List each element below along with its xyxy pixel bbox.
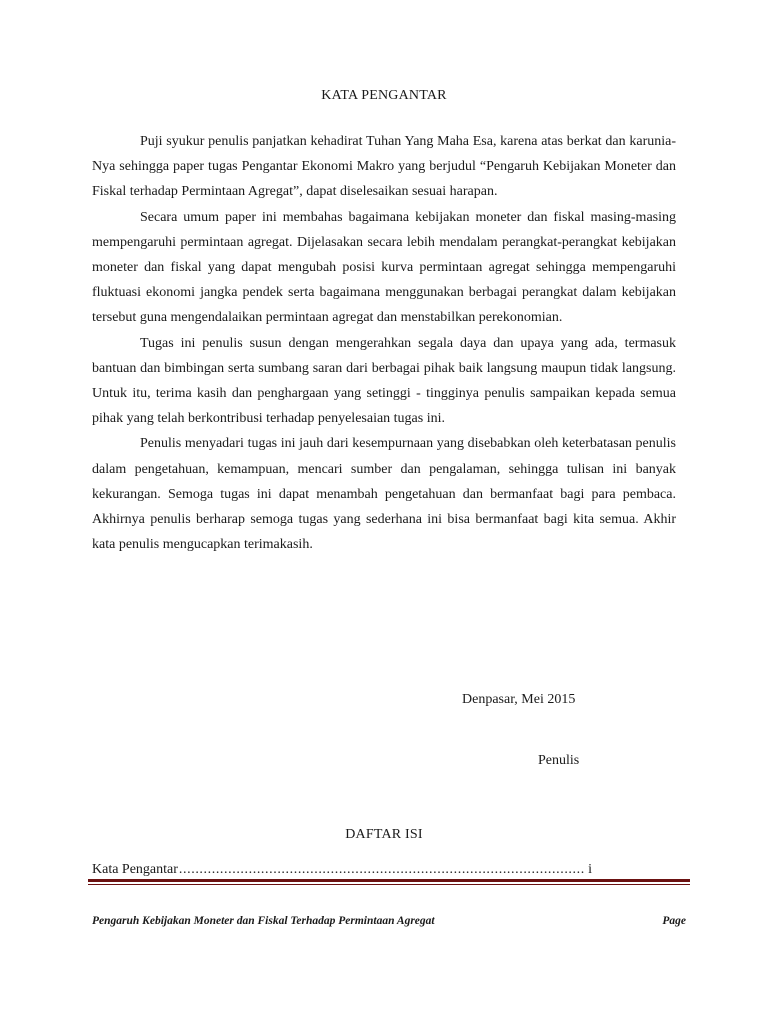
- footer-rule: [88, 879, 690, 882]
- author-signature: Penulis: [538, 753, 580, 768]
- paragraph-2: Secara umum paper ini membahas bagaimana kebijakan moneter dan fiskal masing-masing mempengaruhi permintaan agregat. Dijelasakan secara lebih mendalam perangkat-perangkat kebijakan moneter dan fiskal yang dapat mengubah posisi kurva permintaan agregat sehingga mempengaruhi fluktuasi ekonomi jangka pendek serta bagaimana menggunakan berbagai perangkat dalam kebijakan tersebut guna mengendalaikan permintaan agregat dan menstabilkan perekonomian.: [92, 209, 676, 326]
- toc-entry-label: Kata Pengantar: [92, 862, 178, 877]
- toc-entry[interactable]: [92, 862, 592, 878]
- paragraph-1: Puji syukur penulis panjatkan kehadirat Tuhan Yang Maha Esa, karena atas berkat dan karunia-Nya sehingga paper tugas Pengantar Ekonomi Makro yang berjudul “Pengaruh Kebijakan Moneter dan Fiskal terhadap Permintaan Agregat”, dapat diselesaikan sesuai harapan.: [92, 134, 676, 200]
- paragraph-4: Penulis menyadari tugas ini jauh dari kesempurnaan yang disebabkan oleh keterbatasan penulis dalam pengetahuan, kemampuan, mencari sumber dan pengalaman, sehingga tulisan ini banyak kekurangan. Semoga tugas ini dapat menambah pengetahuan dan bermanfaat bagi para pembaca. Akhirnya penulis berharap semoga tugas yang sederhana ini bisa bermanfaat bagi kita semua. Akhir kata penulis mengucapkan terimakasih.: [92, 436, 676, 553]
- toc-leader-dots: [179, 862, 584, 878]
- footer-page-label: Page: [662, 915, 686, 927]
- paragraph-3: Tugas ini penulis susun dengan mengerahkan segala daya dan upaya yang ada, termasuk bantuan dan bimbingan serta sumbang saran dari berbagai pihak baik langsung maupun tidak langsung. Untuk itu, terima kasih dan penghargaan yang setinggi - tingginya penulis sampaikan kepada semua pihak yang telah berkontribusi terhadap penyelesaian tugas ini.: [92, 335, 676, 427]
- place-date: Denpasar, Mei 2015: [462, 692, 576, 707]
- footer-rule-thin: [88, 884, 690, 885]
- toc-entry-page: i: [588, 862, 592, 877]
- toc-heading: DAFTAR ISI: [345, 827, 423, 842]
- foreword-body: [92, 129, 676, 557]
- page-title: KATA PENGANTAR: [321, 88, 447, 103]
- footer-title: Pengaruh Kebijakan Moneter dan Fiskal Terhadap Permintaan Agregat: [92, 915, 435, 927]
